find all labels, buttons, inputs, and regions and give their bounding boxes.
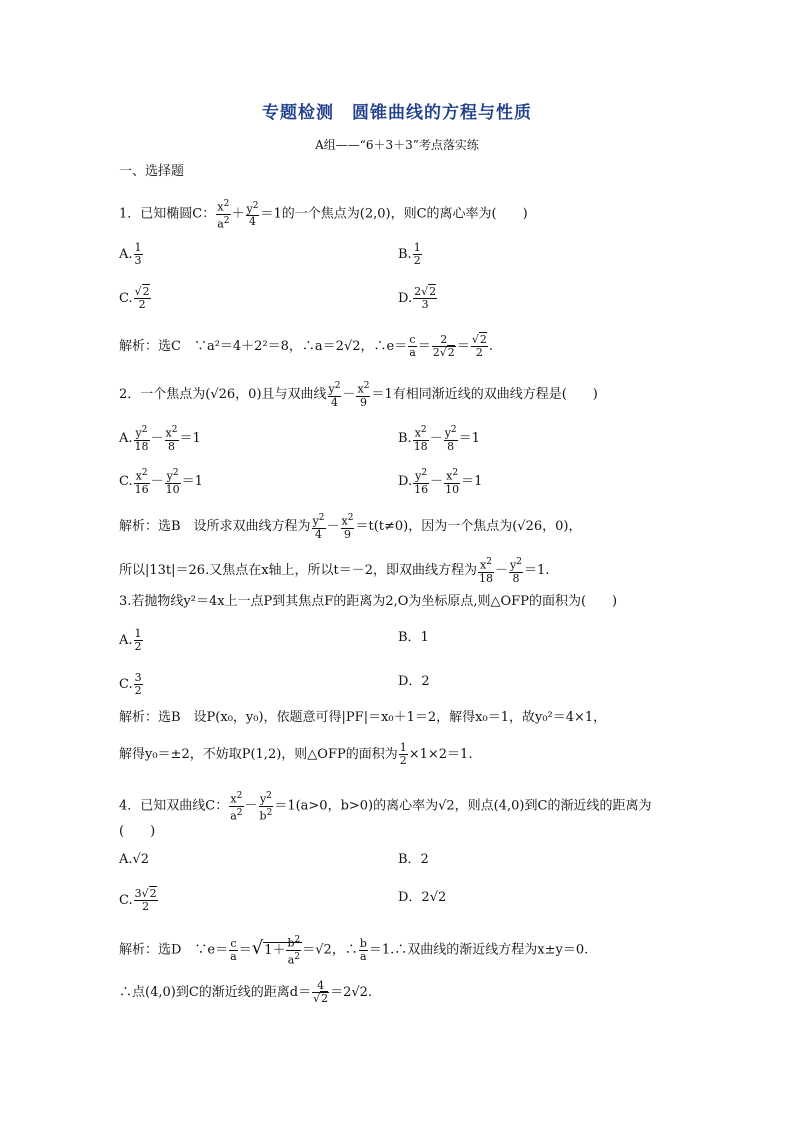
q1-option-c: C. $\frac{√2}{2}$ [119, 285, 150, 311]
q4-answer-line2: ∴点(4,0)到C的渐近线的距离d＝ $\frac{4}{√2}$ ＝2√2. [119, 979, 373, 1005]
q2-option-b: B. $\frac{x^2}{18}$ － $\frac{y^2}{8}$ ＝1 [398, 425, 480, 453]
q2-option-a: A. $\frac{y^2}{18}$ － $\frac{x^2}{8}$ ＝1 [119, 425, 201, 453]
q3-stem: 3.若抛物线y²＝4x上一点P到其焦点F的距离为2,O为坐标原点,则△OFP的面积为( ) [119, 594, 618, 609]
q3-answer-line2: 解得y₀＝±2，不妨取P(1,2)，则△OFP的面积为 $\frac{1}{2}$ ×1×2＝1. [119, 741, 473, 767]
q3-answer-line1: 解析：选B 设P(x₀，y₀)，依题意可得|PF|＝x₀＋1＝2，解得x₀＝1，故y₀²＝4×1， [119, 710, 607, 725]
q2-answer-line1: 解析：选B 设所求双曲线方程为 $\frac{y^2}{4}$ － $\frac{x^2}{9}$ ＝t(t≠0)，因为一个焦点为(√26，0)， [119, 513, 582, 541]
q1-option-d: D. $\frac{2√2}{3}$ [398, 285, 437, 311]
q3-option-a: A. $\frac{1}{2}$ [119, 627, 142, 653]
q4-stem: 4．已知双曲线C： $\frac{x^2}{a^2}$ － $\frac{y^2}{b^2}$ ＝1(a>0，b>0)的离心率为√2，则点(4,0)到C的渐近线的距离为 [119, 791, 652, 823]
q1-option-b: B. $\frac{1}{2}$ [398, 241, 421, 267]
q1-option-a: A. $\frac{1}{3}$ [119, 241, 142, 267]
fraction: $\frac{x^2}{a^2}$ [217, 199, 230, 231]
q2-option-c: C. $\frac{x^2}{16}$ － $\frac{y^2}{10}$ ＝1 [119, 468, 203, 496]
q3-option-c: C. $\frac{3}{2}$ [119, 671, 142, 697]
q4-stem-continued: ( ) [119, 824, 156, 839]
page-title: 专题检测 圆锥曲线的方程与性质 [262, 103, 532, 123]
page-subtitle: A组——“6＋3＋3”考点落实练 [315, 138, 479, 152]
q2-stem: 2．一个焦点为(√26，0)且与双曲线 $\frac{y^2}{4}$ － $\frac{x^2}{9}$ ＝1有相同渐近线的双曲线方程是( ) [119, 381, 598, 409]
q4-option-c: C. $\frac{3√2}{2}$ [119, 887, 157, 913]
q3-option-b: B．1 [398, 630, 429, 645]
q1-answer: 解析：选C ∵a²＝4＋2²＝8，∴a＝2√2，∴e＝ $\frac{c}{a}$ ＝ $\frac{2}{2√2}$ ＝ $\frac{√2}{2}$ . [119, 333, 493, 359]
fraction: $\frac{y^2}{4}$ [246, 200, 259, 229]
q2-option-d: D. $\frac{y^2}{16}$ － $\frac{x^2}{10}$ ＝1 [398, 468, 483, 496]
q1-stem: 1．已知椭圆C： $\frac{x^2}{a^2}$ ＋ $\frac{y^2}{4}$ ＝1的一个焦点为(2,0)，则C的离心率为( ) [119, 199, 528, 231]
section-heading: 一、选择题 [119, 164, 185, 179]
q4-option-d: D．2√2 [398, 890, 447, 905]
q3-option-d: D．2 [398, 674, 430, 689]
q4-answer-line1: 解析：选D ∵e＝ $\frac{c}{a}$ ＝√1＋ $\frac{b^2}{a^2}$ ＝√2，∴ $\frac{b}{a}$ ＝1.∴双曲线的渐近线方程为x±y＝0. [119, 935, 589, 967]
q4-option-a: A.√2 [119, 852, 150, 867]
q4-option-b: B．2 [398, 852, 429, 867]
q2-answer-line2: 所以|13t|＝26.又焦点在x轴上，所以t＝－2，即双曲线方程为 $\frac{x^2}{18}$ － $\frac{y^2}{8}$ ＝1. [119, 557, 550, 585]
